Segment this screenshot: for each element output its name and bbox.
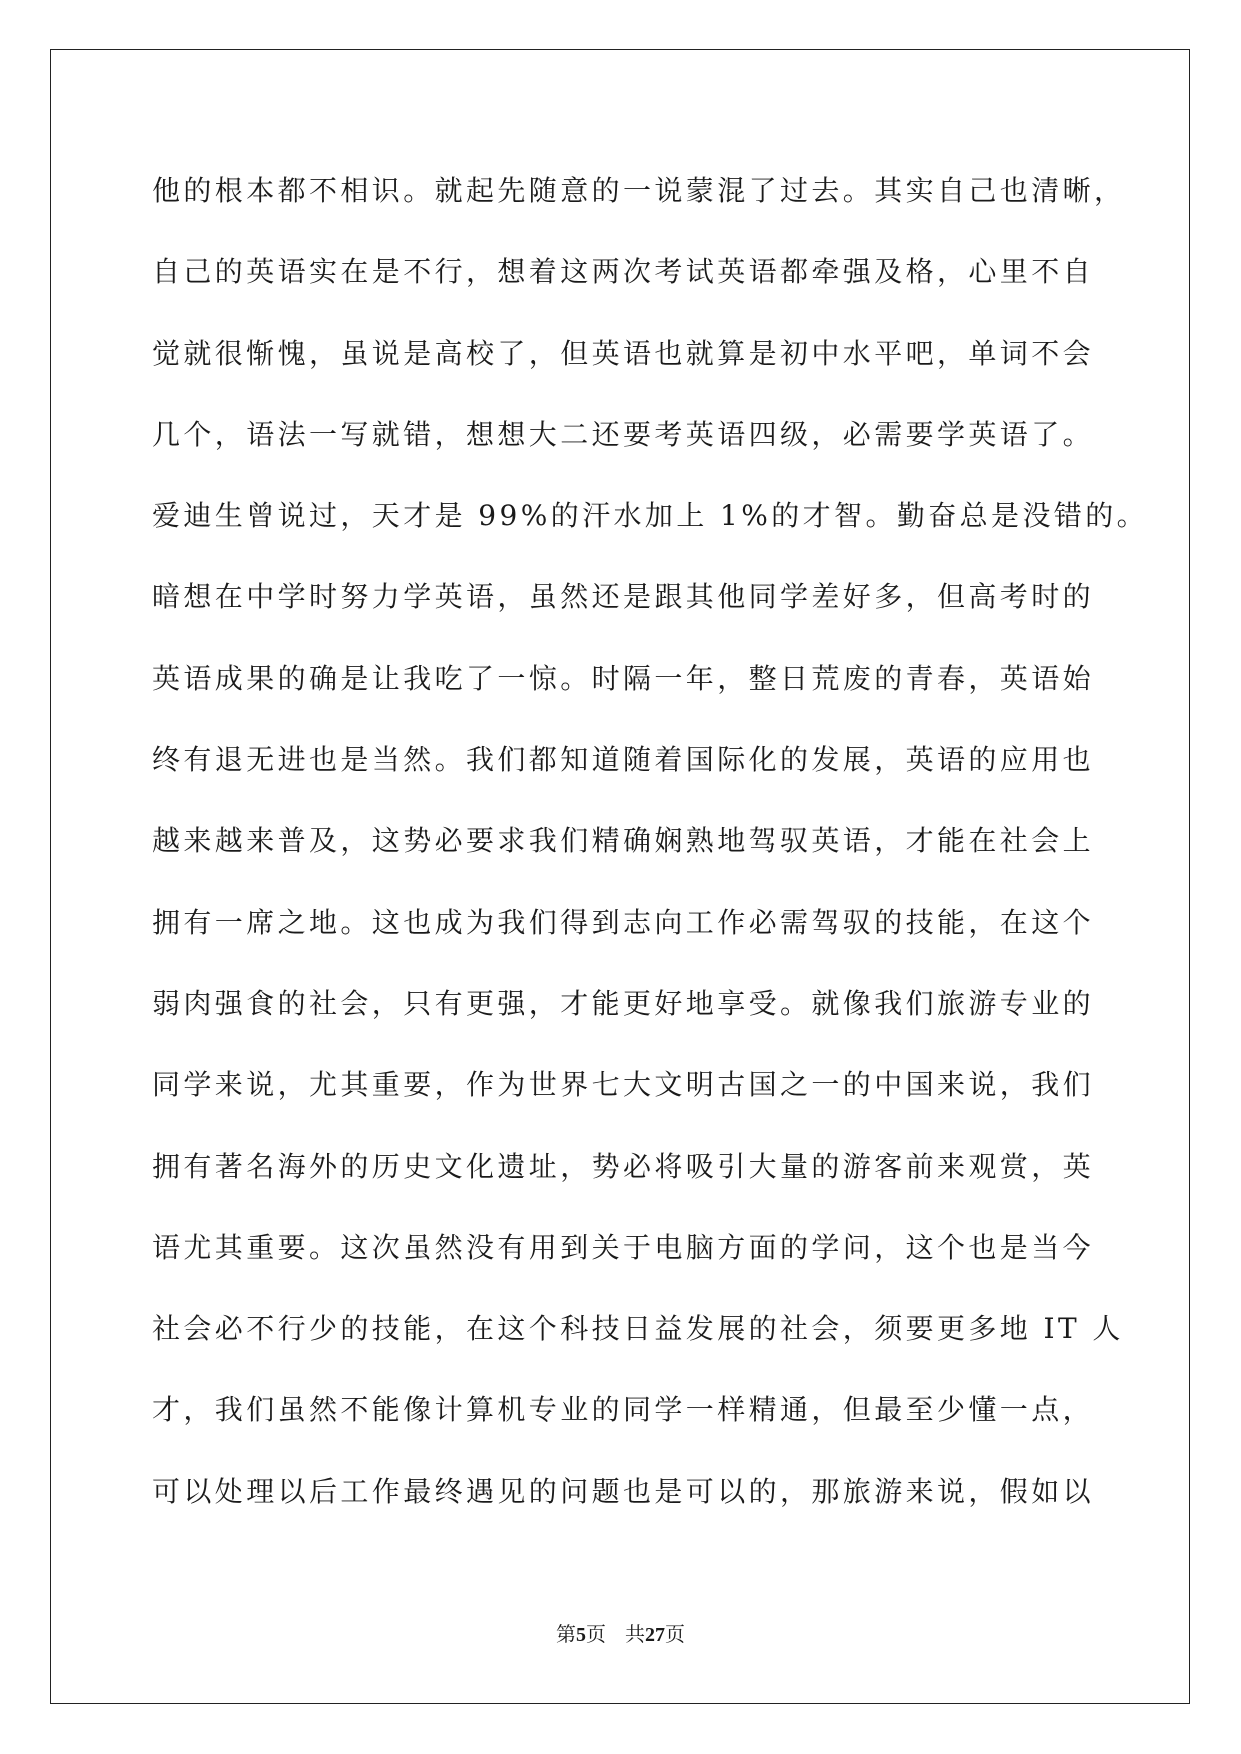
total-prefix: 共 bbox=[625, 1622, 646, 1646]
text-line-1: 他的根本都不相识。就起先随意的一说蒙混了过去。其实自己也清晰， bbox=[152, 174, 1126, 207]
page-number: 5 bbox=[575, 1624, 586, 1646]
page-prefix: 第 bbox=[555, 1622, 576, 1646]
text-line-14: 语尤其重要。这次虽然没有用到关于电脑方面的学问，这个也是当今 bbox=[152, 1230, 1095, 1264]
text-line-8: 终有退无进也是当然。我们都知道随着国际化的发展，英语的应用也 bbox=[152, 743, 1095, 777]
text-line-17: 可以处理以后工作最终遇见的问题也是可以的，那旅游来说，假如以 bbox=[152, 1474, 1095, 1508]
text-line-4: 几个，语法一写就错，想想大二还要考英语四级，必需要学英语了。 bbox=[152, 417, 1095, 451]
body-text bbox=[152, 163, 1149, 1545]
page-suffix: 页 bbox=[585, 1622, 606, 1646]
text-line-5: 爱迪生曾说过，天才是 99%的汗水加上 1%的才智。勤奋总是没错的。 bbox=[152, 499, 1149, 533]
text-line-9: 越来越来普及，这势必要求我们精确娴熟地驾驭英语，才能在社会上 bbox=[152, 824, 1095, 858]
total-suffix: 页 bbox=[665, 1622, 686, 1646]
text-line-10: 拥有一席之地。这也成为我们得到志向工作必需驾驭的技能，在这个 bbox=[152, 905, 1095, 939]
text-line-2: 自己的英语实在是不行，想着这两次考试英语都牵强及格，心里不自 bbox=[152, 255, 1095, 289]
text-line-11: 弱肉强食的社会，只有更强，才能更好地享受。就像我们旅游专业的 bbox=[152, 986, 1095, 1020]
text-line-7: 英语成果的确是让我吃了一惊。时隔一年，整日荒废的青春，英语始 bbox=[152, 661, 1095, 695]
text-line-16: 才，我们虽然不能像计算机专业的同学一样精通，但最至少懂一点， bbox=[152, 1393, 1095, 1427]
text-line-15: 社会必不行少的技能，在这个科技日益发展的社会，须要更多地 IT 人 bbox=[152, 1312, 1124, 1346]
text-line-3: 觉就很惭愧，虽说是高校了，但英语也就算是初中水平吧，单词不会 bbox=[152, 336, 1095, 370]
text-line-12: 同学来说，尤其重要，作为世界七大文明古国之一的中国来说，我们 bbox=[152, 1068, 1095, 1102]
text-line-6: 暗想在中学时努力学英语，虽然还是跟其他同学差好多，但高考时的 bbox=[152, 580, 1095, 614]
page-footer bbox=[0, 1621, 1241, 1648]
total-pages: 27 bbox=[645, 1624, 666, 1646]
text-line-13: 拥有著名海外的历史文化遗址，势必将吸引大量的游客前来观赏，英 bbox=[152, 1149, 1095, 1183]
